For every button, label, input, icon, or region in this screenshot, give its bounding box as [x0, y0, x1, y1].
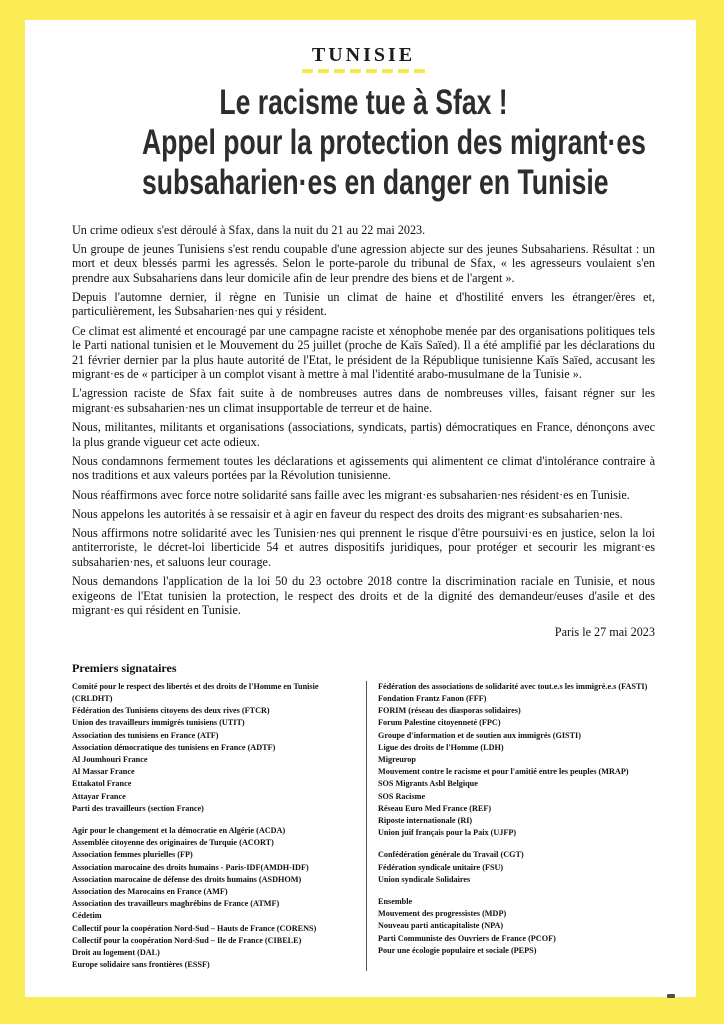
signatory-item: Association des tunisiens en France (ATF) [72, 730, 219, 740]
signatory-group [378, 681, 655, 840]
title-underline-dash [334, 69, 345, 73]
signatory-item: SOS Migrants Asbl Belgique [378, 779, 478, 789]
signatory-group [72, 825, 358, 971]
signatory-item: Union syndicale Solidaires [378, 874, 471, 884]
signatories-heading: Premiers signataires [72, 660, 177, 675]
signatory-item: Groupe d'information et de soutien aux immigrés (GISTI) [378, 730, 581, 740]
title-underline-dash [366, 69, 377, 73]
signatory-item: Collectif pour la coopération Nord-Sud – Hauts de France (CORENS) [72, 923, 317, 933]
signatory-item: Mouvement des progressistes (MDP) [378, 909, 507, 919]
signatory-item: Cédetim [72, 911, 102, 921]
signatory-item: Association des travailleurs maghrébins de France (ATMF) [72, 899, 280, 909]
title-underline-dash [382, 69, 393, 73]
title-underline-dash [350, 69, 361, 73]
body-paragraph: Nous appelons les autorités à se ressaisir et à agir en faveur du respect des droits des migrant·es subsaharien·nes. [72, 506, 623, 521]
signatory-item: Association marocaine de défense des droits humains (ASDHOM) [72, 874, 302, 884]
signatory-item: Réseau Euro Med France (REF) [378, 803, 492, 813]
signatory-item: Al Massar France [72, 767, 135, 777]
signatory-item: Nouveau parti anticapitaliste (NPA) [378, 921, 504, 931]
page-corner-mark [667, 994, 675, 998]
signatories-columns [72, 681, 655, 972]
signatory-item: Mouvement contre le racisme et pour l'amitié entre les peuples (MRAP) [378, 767, 629, 777]
body-paragraph: Ce climat est alimenté et encouragé par une campagne raciste et xénophobe menée par des organisations politiques tels le Parti national tunisien et le Mouvement du 25 juillet (proche de Kaïs Saïed). Il a été amplifié par les déclarations du 21 février dernier par la plus haute autorité de l'Etat, le président de la République tunisienne Kaïs Saïed, accusant les migrant·es de « participer à un complot visant à mettre à mal l'identité arabo-musulmane de la Tunisie ». [72, 323, 655, 382]
body-paragraph: Depuis l'automne dernier, il règne en Tunisie un climat de haine et d'hostilité envers les étranger/ères et, particulièrement, les Subsaharien·nes qui y résident. [72, 289, 655, 319]
body-paragraph: Nous demandons l'application de la loi 50 du 23 octobre 2018 contre la discrimination raciale en Tunisie, et nous exigeons de l'Etat tunisien la protection, le respect des droits et de la dignité des demandeur/euses d'asile et des migrant·es qui résident en Tunisie. [72, 573, 655, 618]
signatory-item: Association marocaine des droits humains - Paris-IDF(AMDH-IDF) [72, 862, 309, 872]
body-paragraph: Un crime odieux s'est déroulé à Sfax, dans la nuit du 21 au 22 mai 2023. [72, 222, 426, 237]
title-underline-dash [318, 69, 329, 73]
body-paragraph: Nous affirmons notre solidarité avec les Tunisien·nes qui prennent le risque d'être poursuivi·es en justice, selon la loi antiterroriste, le décret-loi liberticide 54 et autres dispositifs juridiques, pour protéger et secourir les migrant·es subsaharien·nes, et saluons leur courage. [72, 525, 655, 569]
signatory-item: Union des travailleurs immigrés tunisiens (UTIT) [72, 718, 245, 728]
signatory-item: Confédération générale du Travail (CGT) [378, 850, 524, 860]
signatory-item: Comité pour le respect des libertés et des droits de l'Homme en Tunisie (CRLDHT) [72, 681, 319, 703]
signatories-column-left [72, 681, 358, 972]
signatory-item: Fédération syndicale unitaire (FSU) [378, 862, 504, 872]
signatories-column-right [366, 681, 655, 972]
signatory-item: Al Joumhouri France [72, 754, 148, 764]
title-underline [72, 69, 655, 73]
signatory-item: Fédération des Tunisiens citoyens des deux rives (FTCR) [72, 706, 270, 716]
body-paragraphs [72, 223, 655, 618]
signatory-item: Association démocratique des tunisiens en France (ADTF) [72, 742, 276, 752]
signatory-item: Union juif français pour la Paix (UJFP) [378, 828, 517, 838]
kicker-title: TUNISIE [311, 44, 416, 66]
signatory-item: FORIM (réseau des diasporas solidaires) [378, 706, 521, 716]
body-paragraph: L'agression raciste de Sfax fait suite à de nombreuses autres dans de nombreuses villes, faisant régner sur les migrant·es subsaharien·nes un climat insupportable de terreur et de haine. [72, 386, 655, 416]
headline-line-1: Le racisme tue à Sfax ! [219, 82, 508, 122]
signatory-item: Association femmes plurielles (FP) [72, 850, 193, 860]
document-content [25, 20, 696, 971]
body-paragraph: Nous condamnons fermement toutes les déclarations et agissements qui alimentent ce climat d'intolérance contraire à nos traditions et aux valeurs portées par la Révolution tunisienne. [72, 453, 655, 483]
headline-line-3: subsaharien·es en danger en Tunisie [141, 162, 609, 202]
signatory-item: Droit au logement (DAL) [72, 948, 160, 958]
signatory-item: Assemblée citoyenne des originaires de Turquie (ACORT) [72, 838, 274, 848]
signatory-item: Riposte internationale (RI) [378, 815, 473, 825]
title-underline-dash [398, 69, 409, 73]
signatory-group [72, 681, 358, 815]
title-underline-dash [414, 69, 425, 73]
headline [72, 83, 655, 203]
signatory-item: Association des Marocains en France (AMF) [72, 887, 228, 896]
signatory-item: Fondation Frantz Fanon (FFF) [378, 693, 487, 703]
signatory-group [378, 849, 655, 886]
signatory-item: Parti des travailleurs (section France) [72, 803, 204, 813]
signatory-item: SOS Racisme [378, 791, 426, 801]
body-paragraph: Nous réaffirmons avec force notre solidarité sans faille avec les migrant·es subsaharien·nes résident·es en Tunisie. [72, 487, 630, 502]
document-sheet [25, 20, 696, 997]
signatories-section [72, 661, 655, 972]
signatory-item: Ettakatol France [72, 779, 132, 789]
signatory-item: Parti Communiste des Ouvriers de France (PCOF) [378, 933, 556, 943]
dateline: Paris le 27 mai 2023 [554, 624, 655, 639]
headline-line-2: Appel pour la protection des migrant·es [141, 122, 646, 162]
signatory-item: Agir pour le changement et la démocratie en Algérie (ACDA) [72, 825, 286, 835]
body-paragraph: Un groupe de jeunes Tunisiens s'est rendu coupable d'une agression abjecte sur des jeunes Subsahariens. Résultat : un mort et deux blessés parmi les agressés. Selon le porte-parole du tribunal de Sfax, « les agresseurs voulaient s'en prendre aux Subsahariens dans leur domicile afin de leur prendre des biens et de l'argent ». [72, 241, 655, 285]
signatory-item: Attayar France [72, 791, 126, 801]
signatory-item: Migreurop [378, 754, 416, 764]
signatory-item: Ensemble [378, 897, 413, 906]
signatory-item: Forum Palestine citoyenneté (FPC) [378, 718, 501, 728]
signatory-item: Europe solidaire sans frontières (ESSF) [72, 960, 210, 970]
signatory-item: Ligue des droits de l'Homme (LDH) [378, 742, 504, 752]
signatory-group [378, 896, 655, 957]
body-paragraph: Nous, militantes, militants et organisations (associations, syndicats, partis) démocratiques en France, dénonçons avec la plus grande vigueur cet acte odieux. [72, 420, 655, 449]
signatory-item: Fédération des associations de solidarité avec tout.e.s les immigré.e.s (FASTI) [378, 681, 648, 691]
title-underline-dash [302, 69, 313, 73]
signatory-item: Pour une écologie populaire et sociale (PEPS) [378, 945, 537, 955]
signatory-item: Collectif pour la coopération Nord-Sud – Ile de France (CIBELE) [72, 935, 302, 945]
